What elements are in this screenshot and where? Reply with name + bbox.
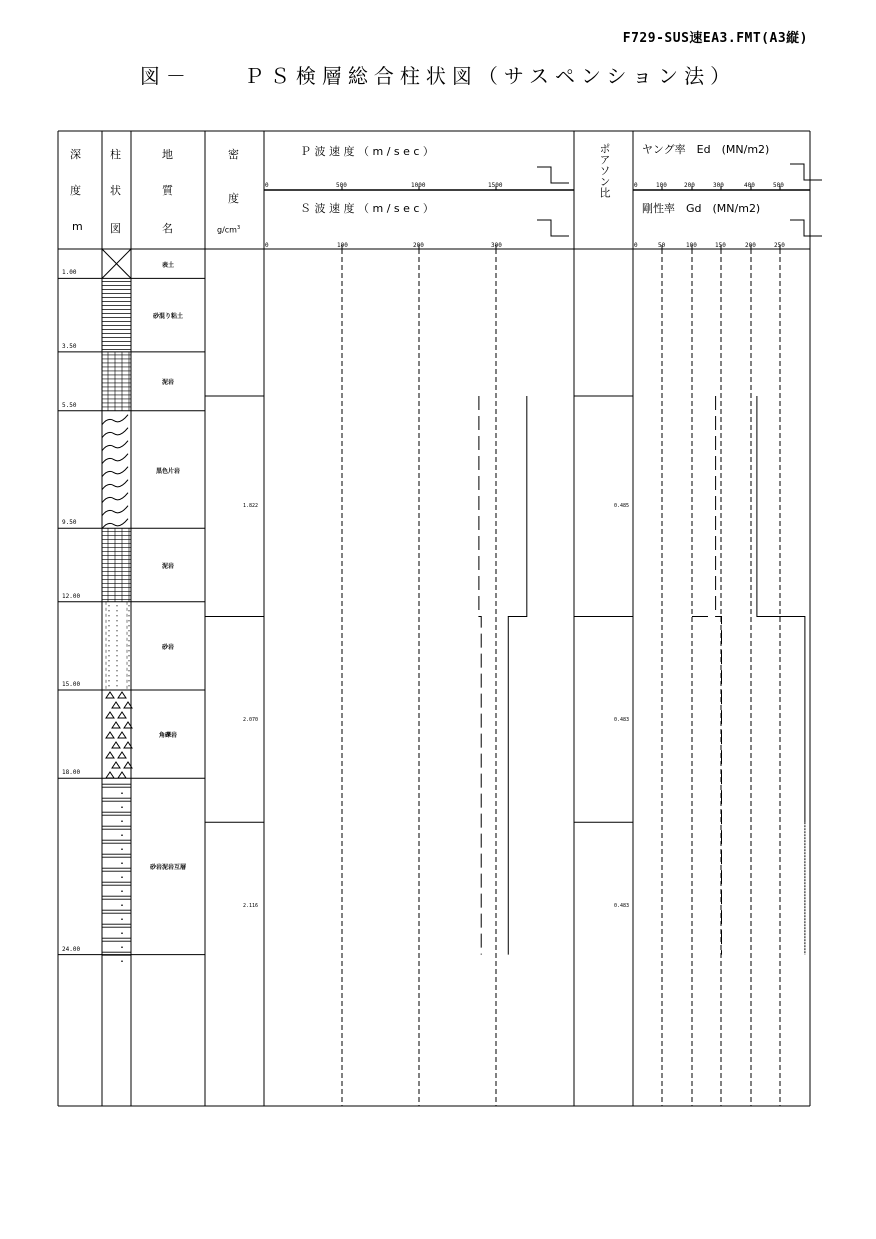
sand-dot: [116, 635, 117, 636]
sand-dot: [116, 650, 117, 651]
poisson-value-1: 0.485: [614, 503, 630, 509]
sand-dot: [108, 650, 109, 651]
layer-depth-label: 24.00: [62, 945, 81, 953]
breccia-triangle: [112, 762, 120, 768]
layer-geology-name: 角礫岩: [158, 732, 177, 740]
breccia-triangle: [118, 752, 126, 758]
sand-dot: [116, 680, 117, 681]
sand-dot: [116, 625, 117, 626]
sand-dot: [128, 650, 129, 651]
s-tick-label: 0: [265, 242, 269, 249]
sand-dot: [121, 918, 123, 920]
sand-dot: [128, 685, 129, 686]
sand-dot: [121, 820, 123, 822]
s-tick-label: 300: [491, 242, 502, 249]
header-p-wave: Ｐ 波 速 度 （ m / s e c ）: [300, 145, 434, 158]
sand-dot: [121, 904, 123, 906]
breccia-triangle: [112, 722, 120, 728]
e-tick-label: 200: [684, 182, 695, 189]
header-column-1: 柱: [110, 148, 121, 161]
s-tick-label: 100: [337, 242, 348, 249]
density-value-2: 2.070: [243, 717, 259, 723]
header-young: ヤング率 Ed (MN/m2): [642, 143, 770, 156]
p-tick-label: 500: [336, 182, 347, 189]
breccia-triangle: [118, 692, 126, 698]
sand-dot: [116, 630, 117, 631]
header-geology-2: 質: [162, 184, 173, 197]
g-tick-label: 200: [745, 242, 756, 249]
sand-dot: [108, 630, 109, 631]
legend-step-icon: [537, 220, 569, 236]
schist-wave: [102, 428, 128, 438]
header-depth-2: 度: [70, 184, 81, 197]
header-geology-3: 名: [162, 222, 173, 235]
layer-geology-name: 黒色片岩: [155, 467, 180, 475]
sand-dot: [128, 615, 129, 616]
sand-dot: [108, 605, 109, 606]
sand-dot: [108, 670, 109, 671]
sand-dot: [116, 620, 117, 621]
sand-dot: [108, 640, 109, 641]
p-tick-label: 1000: [411, 182, 426, 189]
sand-dot: [108, 625, 109, 626]
sand-dot: [128, 620, 129, 621]
sand-dot: [121, 946, 123, 948]
schist-wave: [102, 454, 128, 464]
e-tick-label: 300: [713, 182, 724, 189]
sand-dot: [116, 610, 117, 611]
sand-dot: [116, 655, 117, 656]
schist-wave: [102, 467, 128, 477]
header-geology-1: 地: [162, 148, 173, 161]
breccia-triangle: [118, 732, 126, 738]
sand-dot: [128, 630, 129, 631]
s-wave-curve: [479, 396, 481, 955]
density-value-1: 1.822: [243, 503, 259, 509]
density-value-3: 2.116: [243, 903, 259, 909]
sand-dot: [116, 665, 117, 666]
sand-dot: [121, 960, 123, 962]
schist-wave: [102, 441, 128, 451]
header-density-1: 密: [228, 148, 239, 161]
layer-geology-name: 砂岩泥岩互層: [149, 864, 186, 872]
header-density-2: 度: [228, 192, 239, 205]
sand-dot: [121, 806, 123, 808]
header-density-unit: $g/cm^3$: [217, 225, 241, 235]
e-tick-label: 100: [656, 182, 667, 189]
page-title: 図－ ＰＳ検層総合柱状図（サスペンション法）: [139, 64, 737, 88]
sand-dot: [108, 660, 109, 661]
sand-dot: [121, 876, 123, 878]
poisson-value-3: 0.483: [614, 903, 630, 909]
s-tick-label: 200: [413, 242, 424, 249]
legend-step-icon: [537, 167, 569, 183]
schist-wave: [102, 415, 128, 425]
sand-dot: [116, 605, 117, 606]
sand-dot: [121, 932, 123, 934]
sand-dot: [116, 660, 117, 661]
layer-depth-label: 12.00: [62, 592, 81, 600]
sand-dot: [108, 620, 109, 621]
layer-depth-label: 18.00: [62, 769, 81, 777]
header-poisson: ポアソン比: [598, 143, 611, 198]
sand-dot: [116, 675, 117, 676]
file-reference: F729-SUS速EA3.FMT(A3縦): [622, 31, 808, 46]
breccia-triangle: [106, 692, 114, 698]
sand-dot: [116, 645, 117, 646]
breccia-triangle: [118, 772, 126, 778]
header-column-2: 状: [110, 184, 121, 197]
sand-dot: [121, 862, 123, 864]
breccia-triangle: [106, 712, 114, 718]
sand-dot: [108, 655, 109, 656]
sand-dot: [128, 640, 129, 641]
g-tick-label: 0: [634, 242, 638, 249]
sand-dot: [128, 605, 129, 606]
sand-dot: [128, 610, 129, 611]
sand-dot: [128, 665, 129, 666]
sand-dot: [128, 645, 129, 646]
layer-depth-label: 5.50: [62, 401, 77, 409]
sand-dot: [116, 685, 117, 686]
sand-dot: [108, 680, 109, 681]
sand-dot: [116, 670, 117, 671]
g-tick-label: 250: [774, 242, 785, 249]
schist-wave: [102, 506, 128, 516]
e-tick-label: 0: [634, 182, 638, 189]
sand-dot: [121, 848, 123, 850]
layer-depth-label: 1.00: [62, 269, 77, 277]
sand-dot: [108, 615, 109, 616]
layer-geology-name: 砂岩: [161, 643, 174, 651]
header-s-wave: Ｓ 波 速 度 （ m / s e c ）: [300, 202, 434, 215]
sand-dot: [108, 665, 109, 666]
sand-dot: [128, 655, 129, 656]
young-modulus-curve: [757, 396, 805, 822]
breccia-triangle: [106, 732, 114, 738]
sand-dot: [121, 792, 123, 794]
g-tick-label: 150: [715, 242, 726, 249]
legend-step-icon: [790, 220, 822, 236]
e-tick-label: 400: [744, 182, 755, 189]
schist-wave: [102, 493, 128, 503]
sand-dot: [128, 670, 129, 671]
breccia-triangle: [118, 712, 126, 718]
header-shear: 剛性率 Gd (MN/m2): [642, 202, 761, 215]
schist-wave: [102, 480, 128, 490]
sand-dot: [108, 645, 109, 646]
header-depth-3: m: [72, 220, 83, 233]
p-tick-label: 1500: [488, 182, 503, 189]
layer-depth-label: 3.50: [62, 342, 77, 350]
schist-wave: [102, 519, 128, 529]
sand-dot: [121, 890, 123, 892]
sand-dot: [128, 660, 129, 661]
layer-geology-name: 表土: [161, 261, 174, 269]
sand-dot: [128, 635, 129, 636]
poisson-value-2: 0.483: [614, 717, 630, 723]
header-column-3: 図: [110, 222, 121, 235]
p-wave-curve: [508, 396, 527, 955]
breccia-triangle: [106, 772, 114, 778]
sand-dot: [128, 625, 129, 626]
p-tick-label: 0: [265, 182, 269, 189]
breccia-triangle: [112, 702, 120, 708]
breccia-triangle: [106, 752, 114, 758]
legend-step-icon: [790, 164, 822, 180]
sand-dot: [128, 675, 129, 676]
sand-dot: [121, 834, 123, 836]
sand-dot: [108, 610, 109, 611]
layer-geology-name: 泥岩: [161, 379, 174, 387]
layer-depth-label: 15.00: [62, 681, 81, 688]
g-tick-label: 50: [658, 242, 666, 249]
sand-dot: [128, 680, 129, 681]
sand-dot: [108, 675, 109, 676]
breccia-triangle: [112, 742, 120, 748]
sand-dot: [108, 635, 109, 636]
header-depth-1: 深: [70, 148, 81, 161]
layer-geology-name: 砂混り粘土: [152, 313, 183, 321]
layer-geology-name: 泥岩: [161, 563, 174, 571]
layer-depth-label: 9.50: [62, 519, 77, 527]
e-tick-label: 500: [773, 182, 784, 189]
sand-dot: [116, 615, 117, 616]
sand-dot: [108, 685, 109, 686]
sand-dot: [116, 640, 117, 641]
g-tick-label: 100: [686, 242, 697, 249]
